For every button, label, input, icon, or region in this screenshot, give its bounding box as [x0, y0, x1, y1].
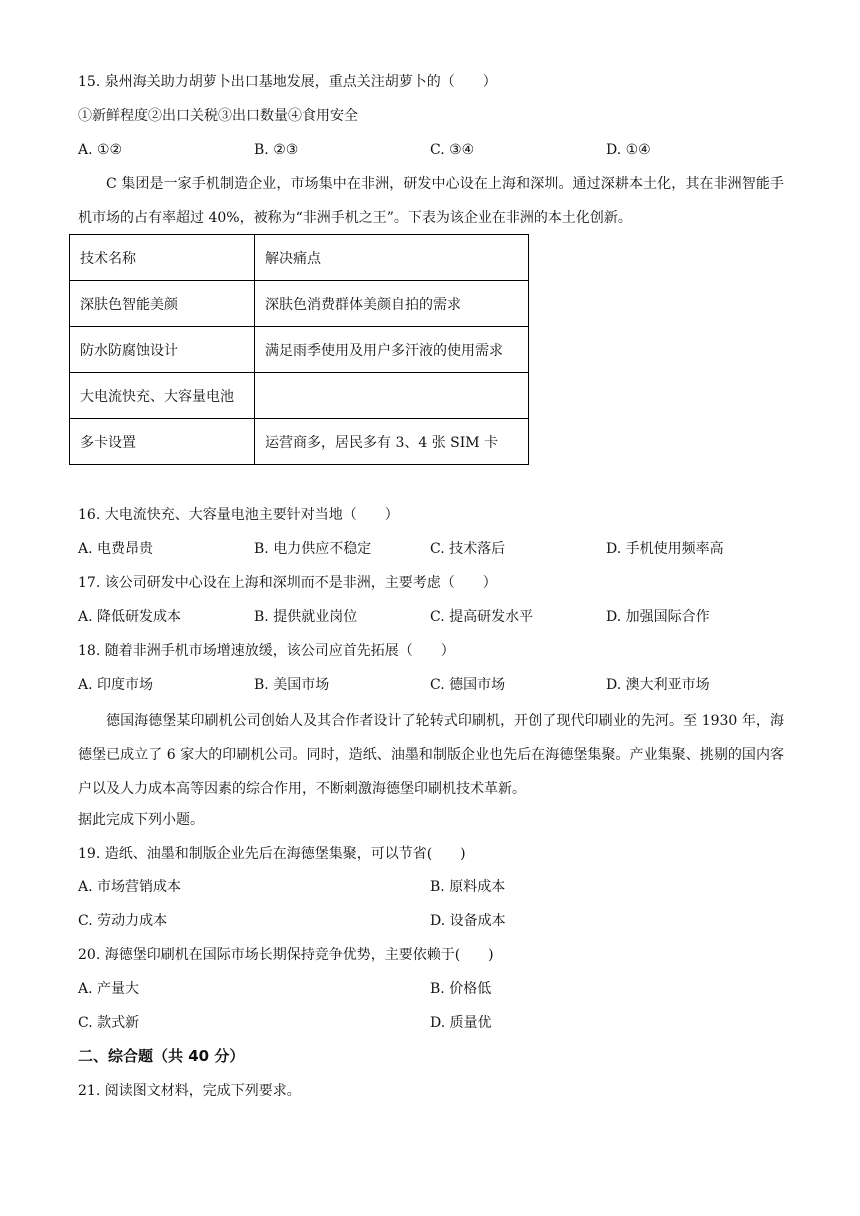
question-21-stem: 21. 阅读图文材料，完成下列要求。 [78, 1083, 301, 1099]
option-b: B. 美国市场 [254, 677, 330, 693]
option-c: C. 德国市场 [430, 677, 506, 693]
section-heading: 二、综合题（共 40 分） [78, 1047, 245, 1065]
option-d: D. 质量优 [430, 1015, 492, 1031]
option-d: D. 手机使用频率高 [606, 541, 724, 557]
question-20-stem: 20. 海德堡印刷机在国际市场长期保持竞争优势，主要依赖于( ) [78, 947, 494, 963]
option-b: B. 电力供应不稳定 [254, 541, 372, 557]
table-cell: 大电流快充、大容量电池 [70, 373, 255, 419]
table-cell: 运营商多，居民多有 3、4 张 SIM 卡 [255, 419, 529, 465]
option-a: A. 印度市场 [78, 677, 154, 693]
option-d: D. ①④ [606, 142, 651, 158]
option-b: B. ②③ [254, 142, 299, 158]
passage-heidelberg: 德国海德堡某印刷机公司创始人及其合作者设计了轮转式印刷机，开创了现代印刷业的先河。至 1930 年，海德堡已成立了 6 家大的印刷机公司。同时，造纸、油墨和制版企业也先后在海德堡集聚。产业集聚、挑剔的国内客户以及人力成本高等因素的综合作用，不断刺激海德堡印刷机技术革新。 [78, 713, 784, 797]
table-header-row [70, 235, 529, 281]
option-c: C. 劳动力成本 [78, 913, 168, 929]
question-15-items: ①新鲜程度②出口关税③出口数量④食用安全 [78, 108, 358, 124]
question-18-stem: 18. 随着非洲手机市场增速放缓，该公司应首先拓展（ ） [78, 643, 455, 659]
table-cell [255, 373, 529, 419]
option-a: A. 市场营销成本 [78, 879, 182, 895]
option-b: B. 价格低 [430, 981, 492, 997]
table-cell: 多卡设置 [70, 419, 255, 465]
option-c: C. 技术落后 [430, 541, 506, 557]
question-17-stem: 17. 该公司研发中心设在上海和深圳而不是非洲，主要考虑（ ） [78, 575, 497, 591]
localization-table [69, 234, 529, 465]
instruction-text: 据此完成下列小题。 [78, 812, 204, 828]
option-c: C. ③④ [430, 142, 475, 158]
option-d: D. 加强国际合作 [606, 609, 710, 625]
option-b: B. 提供就业岗位 [254, 609, 358, 625]
table-cell: 深肤色消费群体美颜自拍的需求 [255, 281, 529, 327]
option-a: A. 电费昂贵 [78, 541, 154, 557]
table-cell: 满足雨季使用及用户多汗液的使用需求 [255, 327, 529, 373]
option-a: A. 降低研发成本 [78, 609, 182, 625]
table-row [70, 327, 529, 373]
option-c: C. 提高研发水平 [430, 609, 534, 625]
option-b: B. 原料成本 [430, 879, 506, 895]
table-cell: 防水防腐蚀设计 [70, 327, 255, 373]
table-row [70, 419, 529, 465]
table-header-cell: 解决痛点 [255, 235, 529, 281]
question-19-stem: 19. 造纸、油墨和制版企业先后在海德堡集聚，可以节省( ) [78, 846, 466, 862]
option-c: C. 款式新 [78, 1015, 140, 1031]
passage-phone-company: C 集团是一家手机制造企业，市场集中在非洲，研发中心设在上海和深圳。通过深耕本土化，其在非洲智能手机市场的占有率超过 40%，被称为“非洲手机之王”。下表为该企业在非洲的本土化创新。 [78, 176, 784, 226]
table-row [70, 281, 529, 327]
table-cell: 深肤色智能美颜 [70, 281, 255, 327]
table-row [70, 373, 529, 419]
option-d: D. 设备成本 [430, 913, 506, 929]
option-d: D. 澳大利亚市场 [606, 677, 710, 693]
question-15-stem: 15. 泉州海关助力胡萝卜出口基地发展，重点关注胡萝卜的（ ） [78, 74, 497, 90]
question-16-stem: 16. 大电流快充、大容量电池主要针对当地（ ） [78, 507, 399, 523]
option-a: A. 产量大 [78, 981, 140, 997]
table-header-cell: 技术名称 [70, 235, 255, 281]
option-a: A. ①② [78, 142, 123, 158]
